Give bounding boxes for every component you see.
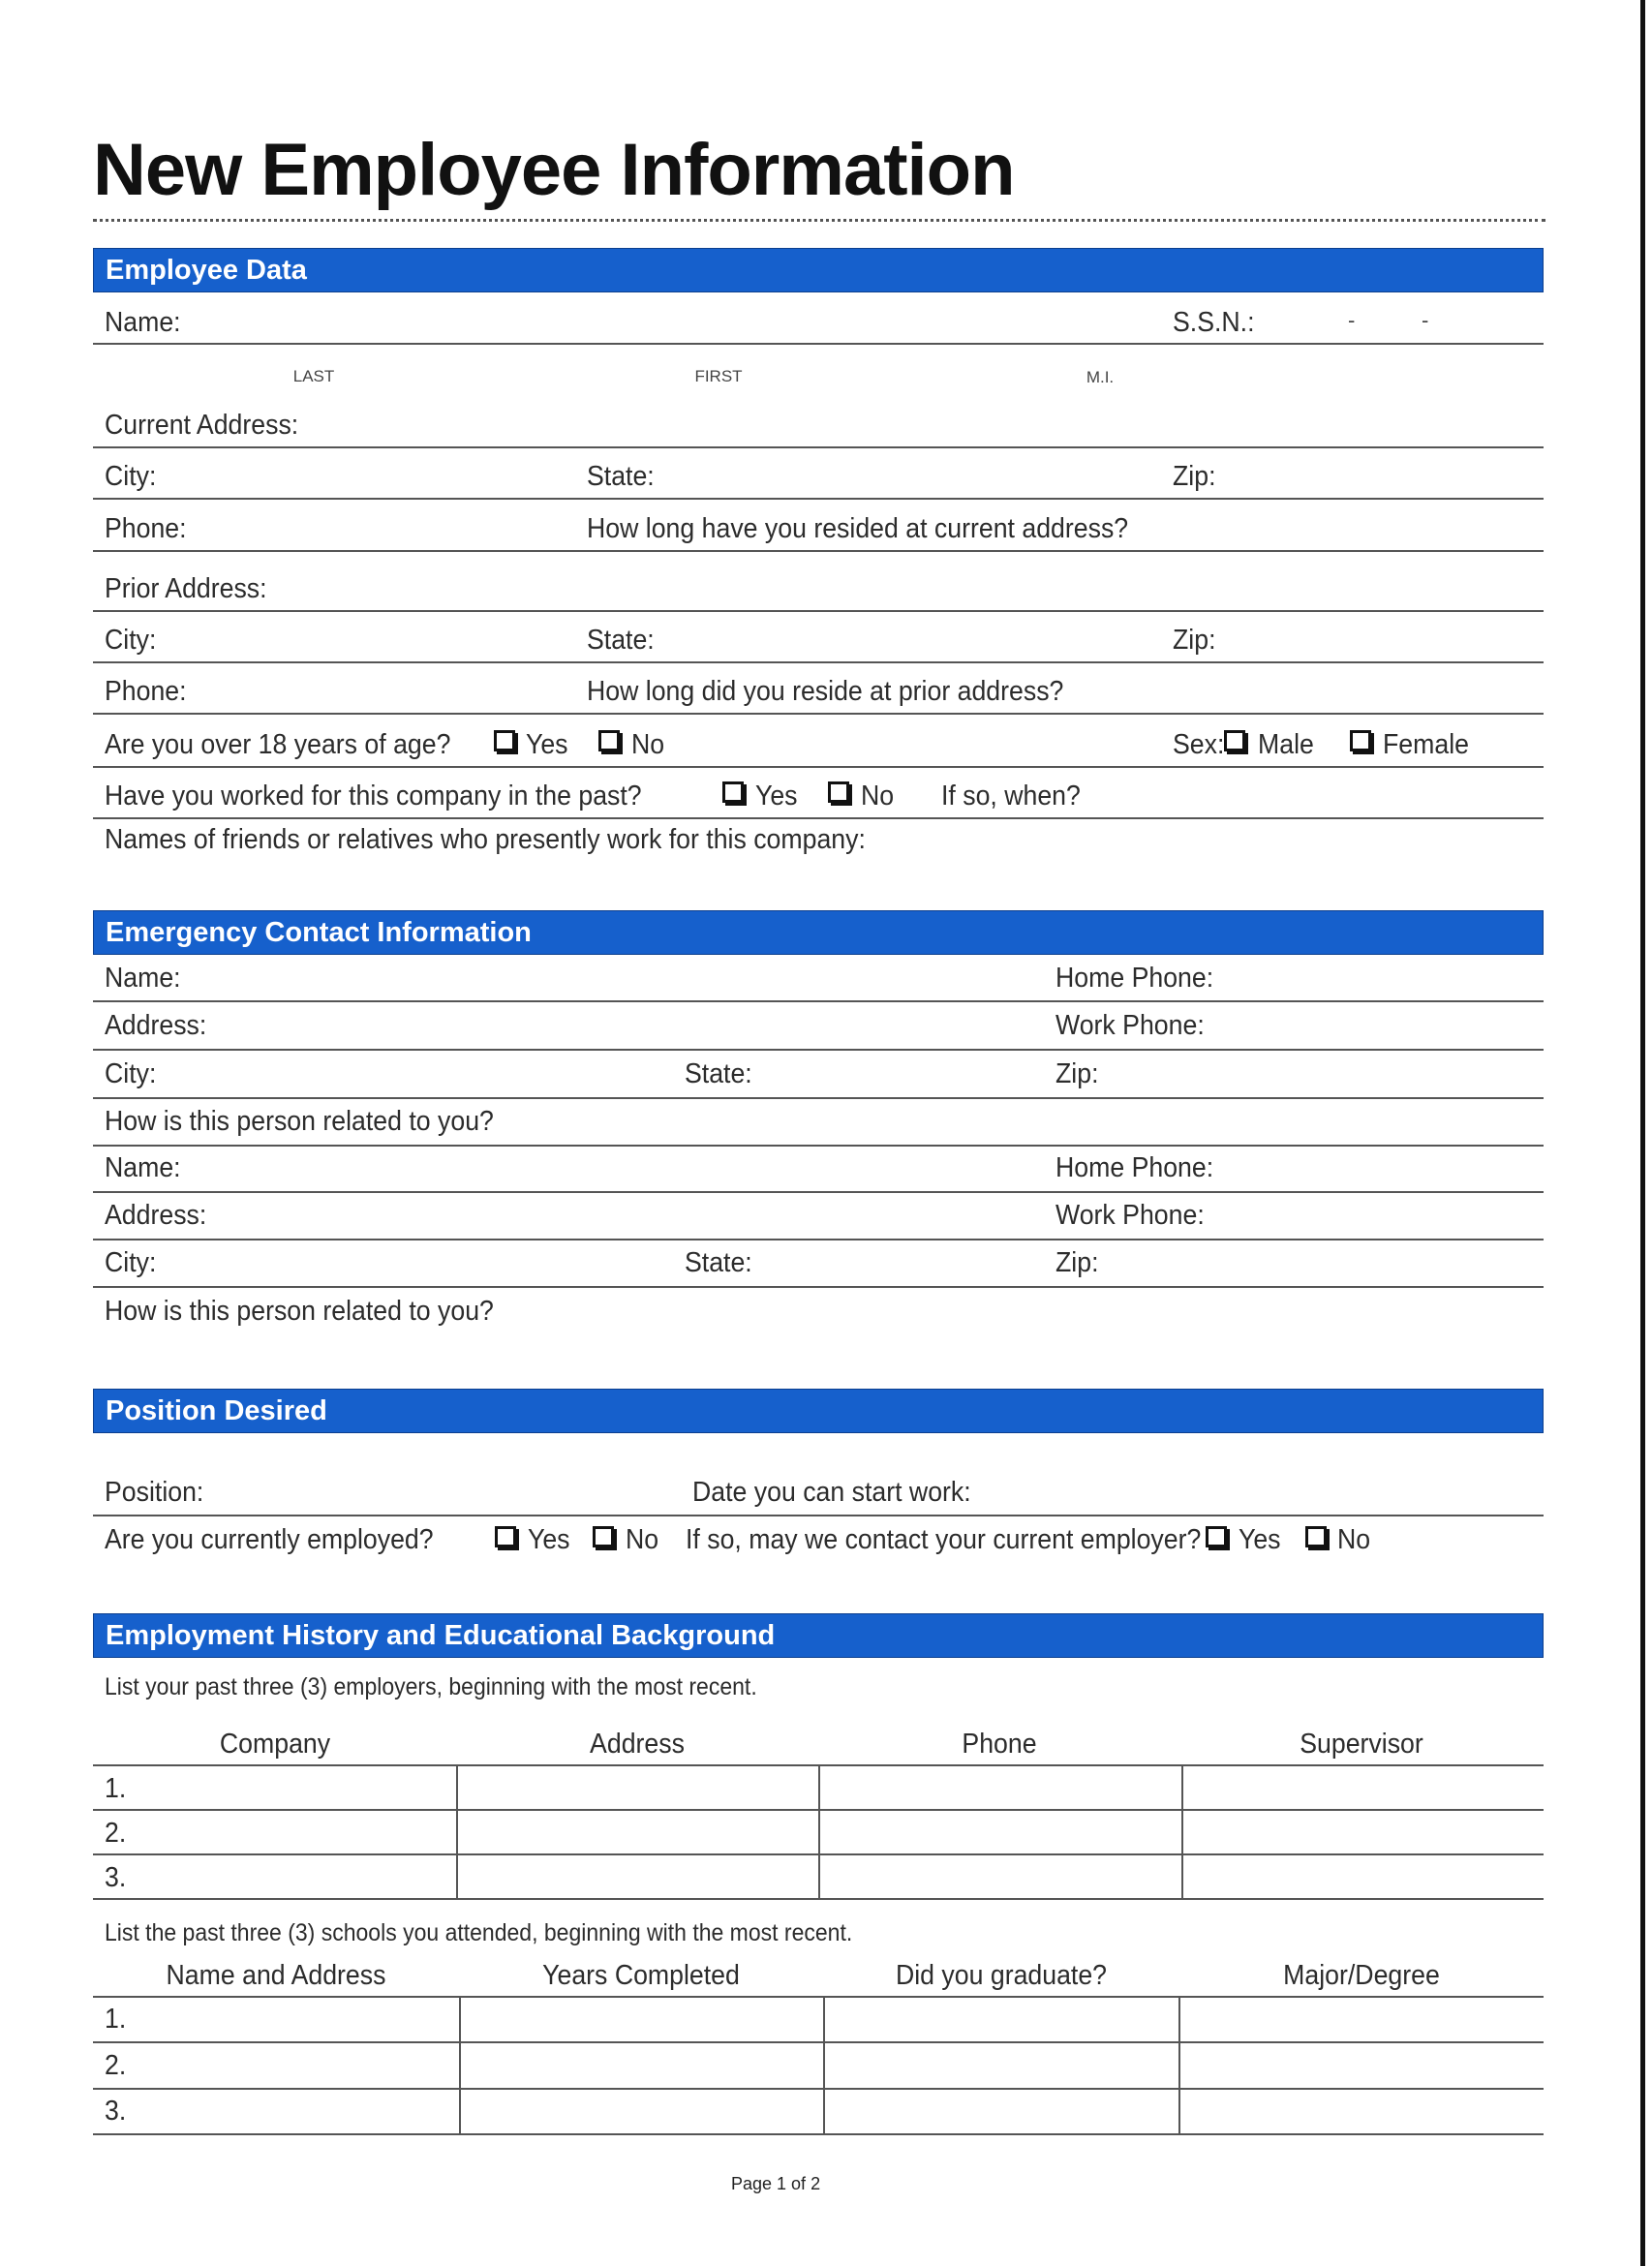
employer-col-company: Company	[219, 1729, 331, 1760]
section-employee-data: Employee Data	[93, 248, 1544, 292]
name-label: Name:	[105, 307, 181, 338]
ssn-label: S.S.N.:	[1173, 307, 1255, 338]
ssn-dash-1: -	[1348, 308, 1356, 332]
phone-line[interactable]	[93, 550, 1544, 552]
schools-table-top	[93, 1996, 1544, 1998]
ec1-address-line[interactable]	[93, 1049, 1544, 1051]
prior-city-label: City:	[105, 625, 157, 656]
age-line	[93, 766, 1544, 768]
school-row-1-number: 1.	[105, 2004, 127, 2035]
worked-past-label: Have you worked for this company in the past?	[105, 781, 642, 811]
over-18-no-label: No	[631, 729, 665, 760]
phone-label: Phone:	[105, 513, 187, 544]
ec2-state-label: State:	[685, 1247, 752, 1278]
ssn-dash-2: -	[1422, 308, 1429, 332]
ec1-work-phone-label: Work Phone:	[1055, 1010, 1205, 1041]
state-label: State:	[587, 461, 655, 492]
current-address-line[interactable]	[93, 446, 1544, 448]
section-employment-history: Employment History and Educational Background	[93, 1613, 1544, 1658]
contact-yes-checkbox[interactable]	[1206, 1526, 1227, 1547]
employers-divider-2	[818, 1764, 820, 1898]
ec1-name-line[interactable]	[93, 1000, 1544, 1002]
employed-no-label: No	[626, 1524, 659, 1555]
ec1-related-line[interactable]	[93, 1145, 1544, 1147]
if-so-when-label: If so, when?	[941, 781, 1081, 811]
school-col-years: Years Completed	[542, 1960, 740, 1991]
ec2-name-line[interactable]	[93, 1191, 1544, 1193]
name-field-line[interactable]	[93, 343, 1544, 345]
ec1-related-label: How is this person related to you?	[105, 1106, 494, 1137]
over-18-yes-label: Yes	[526, 729, 568, 760]
employer-row-1-number: 1.	[105, 1773, 127, 1804]
over-18-yes-checkbox[interactable]	[494, 730, 515, 751]
prior-city-line[interactable]	[93, 661, 1544, 663]
schools-intro: List the past three (3) schools you attended, beginning with the most recent.	[105, 1919, 853, 1946]
ec1-name-label: Name:	[105, 963, 181, 994]
school-row-2-number: 2.	[105, 2050, 127, 2081]
employer-col-supervisor: Supervisor	[1300, 1729, 1423, 1760]
school-col-major: Major/Degree	[1283, 1960, 1440, 1991]
schools-divider-1	[459, 1996, 461, 2133]
ec2-city-label: City:	[105, 1247, 157, 1278]
ec2-zip-label: Zip:	[1055, 1247, 1099, 1278]
schools-divider-2	[823, 1996, 825, 2133]
ec1-state-label: State:	[685, 1058, 752, 1089]
prior-zip-label: Zip:	[1173, 625, 1216, 656]
employed-yes-label: Yes	[528, 1524, 570, 1555]
ec2-name-label: Name:	[105, 1152, 181, 1183]
prior-phone-line[interactable]	[93, 713, 1544, 715]
first-name-caption: FIRST	[694, 367, 743, 385]
schools-divider-3	[1178, 1996, 1180, 2133]
contact-yes-label: Yes	[1239, 1524, 1281, 1555]
ec1-zip-label: Zip:	[1055, 1058, 1099, 1089]
school-col-name-address: Name and Address	[166, 1960, 386, 1991]
sex-male-checkbox[interactable]	[1224, 730, 1245, 751]
friends-relatives-label: Names of friends or relatives who presently work for this company:	[105, 824, 866, 855]
over-18-label: Are you over 18 years of age?	[105, 729, 451, 760]
ec2-related-label: How is this person related to you?	[105, 1296, 494, 1327]
contact-employer-label: If so, may we contact your current employer?	[686, 1524, 1202, 1555]
school-row-1-line[interactable]	[93, 2041, 1544, 2043]
position-label: Position:	[105, 1477, 204, 1508]
page-number: Page 1 of 2	[731, 2174, 821, 2193]
prior-address-label: Prior Address:	[105, 573, 267, 604]
ec2-home-phone-label: Home Phone:	[1055, 1152, 1214, 1183]
prior-address-line[interactable]	[93, 610, 1544, 612]
employer-col-phone: Phone	[962, 1729, 1037, 1760]
employers-intro: List your past three (3) employers, beginning with the most recent.	[105, 1673, 757, 1700]
start-date-label: Date you can start work:	[692, 1477, 971, 1508]
worked-past-yes-checkbox[interactable]	[722, 781, 744, 803]
employers-divider-1	[456, 1764, 458, 1898]
employer-col-address: Address	[590, 1729, 685, 1760]
title-divider	[93, 219, 1545, 222]
contact-no-label: No	[1337, 1524, 1371, 1555]
worked-past-yes-label: Yes	[755, 781, 798, 811]
employed-yes-checkbox[interactable]	[495, 1526, 516, 1547]
prior-phone-label: Phone:	[105, 676, 187, 707]
employers-divider-3	[1181, 1764, 1183, 1898]
page-title: New Employee Information	[93, 129, 1015, 211]
school-col-graduate: Did you graduate?	[895, 1960, 1108, 1991]
school-row-3-line[interactable]	[93, 2133, 1544, 2135]
sex-female-checkbox[interactable]	[1350, 730, 1371, 751]
ec2-work-phone-label: Work Phone:	[1055, 1200, 1205, 1231]
ec2-address-label: Address:	[105, 1200, 207, 1231]
ec1-address-label: Address:	[105, 1010, 207, 1041]
current-address-label: Current Address:	[105, 410, 299, 441]
worked-past-line[interactable]	[93, 817, 1544, 819]
sex-male-label: Male	[1258, 729, 1314, 760]
ec1-city-label: City:	[105, 1058, 157, 1089]
position-line[interactable]	[93, 1515, 1544, 1516]
employer-row-3-number: 3.	[105, 1862, 127, 1893]
employer-row-2-number: 2.	[105, 1818, 127, 1849]
middle-initial-caption: M.I.	[1086, 368, 1115, 386]
page-edge	[1640, 0, 1645, 2266]
employer-row-3-line[interactable]	[93, 1898, 1544, 1900]
section-emergency-contact: Emergency Contact Information	[93, 910, 1544, 955]
worked-past-no-label: No	[861, 781, 895, 811]
school-row-3-number: 3.	[105, 2096, 127, 2127]
ec2-city-line[interactable]	[93, 1286, 1544, 1288]
last-name-caption: LAST	[292, 367, 335, 385]
contact-no-checkbox[interactable]	[1305, 1526, 1327, 1547]
employed-no-checkbox[interactable]	[593, 1526, 614, 1547]
zip-label: Zip:	[1173, 461, 1216, 492]
ec1-city-line[interactable]	[93, 1097, 1544, 1099]
city-line[interactable]	[93, 498, 1544, 500]
worked-past-no-checkbox[interactable]	[828, 781, 849, 803]
over-18-no-checkbox[interactable]	[598, 730, 620, 751]
sex-label: Sex:	[1173, 729, 1225, 760]
sex-female-label: Female	[1383, 729, 1469, 760]
ec1-home-phone-label: Home Phone:	[1055, 963, 1214, 994]
school-row-2-line[interactable]	[93, 2088, 1544, 2090]
ec2-address-line[interactable]	[93, 1239, 1544, 1240]
prior-state-label: State:	[587, 625, 655, 656]
section-position-desired: Position Desired	[93, 1389, 1544, 1433]
resided-current-label: How long have you resided at current address?	[587, 513, 1129, 544]
resided-prior-label: How long did you reside at prior address?	[587, 676, 1064, 707]
city-label: City:	[105, 461, 157, 492]
currently-employed-label: Are you currently employed?	[105, 1524, 434, 1555]
